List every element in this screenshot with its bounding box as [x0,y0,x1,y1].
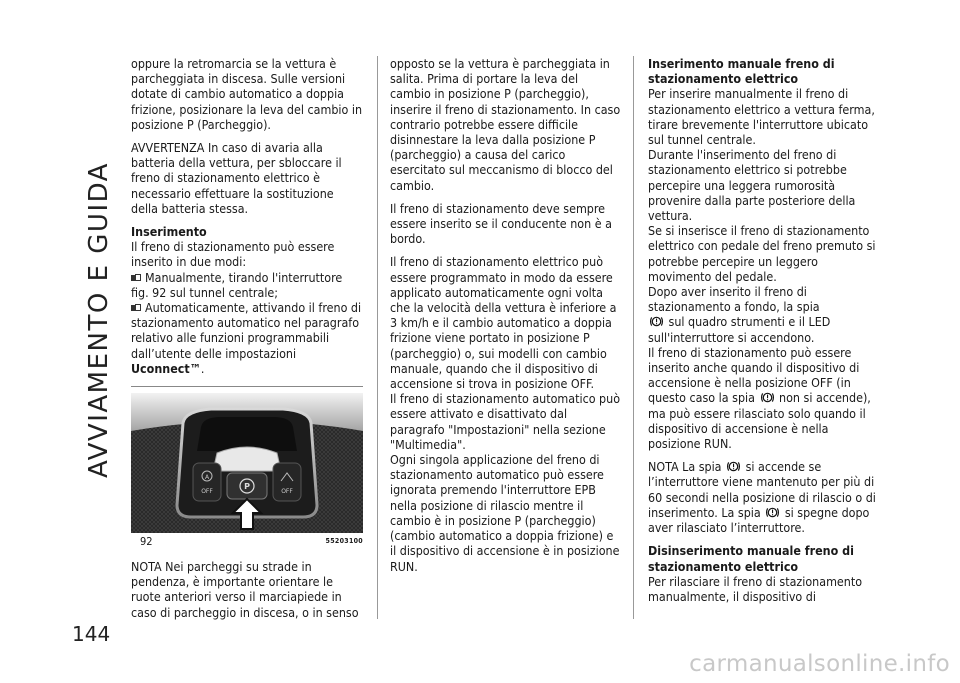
button-label: OFF [281,488,293,495]
note-paragraph: NOTA La spia si accende se l’interruttore viene mantenuto per più di 60 secondi nella posizione di rilascio o di inserimento. La spia si spegne dopo aver rilasciato l’interruttore. [648,459,876,536]
paragraph: Durante l'inserimento del freno di stazionamento elettrico si potrebbe percepire una leggera rumorosità provenire dalla parte posteriore della vettura. [648,147,856,224]
paragraph: Per inserire manualmente il freno di stazionamento elettrico a vettura ferma, tirare brevemente l'interruttore ubicato sul tunnel centrale. [648,86,875,148]
column-1 [131,56,363,376]
brake-warning-icon [726,460,741,473]
heading-inserimento: Inserimento [131,224,207,240]
column-divider [633,56,634,619]
figure-code: 55203100 [325,537,363,545]
bullet-item [131,270,363,300]
paragraph: Il freno di stazionamento deve sempre essere inserito se il conducente non è a bordo. [390,200,612,247]
bullet-icon [131,304,142,312]
brake-warning-icon [760,391,775,404]
section-title [78,40,120,600]
warning-paragraph: AVVERTENZA In caso di avaria alla batteria della vettura, per sbloccare il freno di stazionamento elettrico è necessario effettuare la sostituzione della batteria stessa. [131,140,342,216]
figure-note [131,559,363,620]
svg-text:P: P [244,482,250,491]
figure-number: 92 [140,535,153,548]
paragraph: Il freno di stazionamento automatico può essere attivato e disattivato dal paragrafo "Impostazioni" nella sezione "Multimedia". [390,391,621,452]
bullet-icon [131,274,142,282]
figure-caption [131,535,363,549]
column-3 [648,56,880,604]
parking-brake-switch-illustration [131,393,363,533]
svg-text:A: A [204,474,210,481]
heading-inserimento-manuale: Inserimento manuale freno di stazionamento elettrico [648,56,835,87]
figure-92 [131,386,363,549]
bullet-item: Automaticamente, attivando il freno di stazionamento automatico nel paragrafo relativo alle funzioni programmabili dall’utente delle impostazioni Uconnect™. [131,300,362,376]
bullet-text: Automaticamente, attivando il freno di stazionamento automatico nel paragrafo relativo alle funzioni programmabili dall’utente delle impostazioni [131,300,362,361]
paragraph: Se si inserisce il freno di stazionamento elettrico con pedale del freno premuto si potrebbe percepire un leggero movimento del pedale. [648,223,876,284]
paragraph: opposto se la vettura è parcheggiata in salita. Prima di portare la leva del cambio in posizione P (parcheggio), inserire il freno di stazionamento. In caso contrario potrebbe essere difficile disinnestare la leva dalla posizione P (parcheggio) a causa del carico esercitato sul meccanismo di blocco del cambio. [390,56,621,193]
uconnect-label: Uconnect™ [131,360,201,376]
paragraph: Il freno di stazionamento può essere inserito in due modi: [131,239,335,270]
watermark: carmanualsonline.info [689,651,950,677]
column-divider [377,56,378,619]
paragraph: Ogni singola applicazione del freno di stazionamento automatico può essere ignorata premendo l'interruttore EPB nella posizione di rilascio mentre il cambio è in posizione P (parcheggio) (cambio automatico a doppia frizione) e il dispositivo di accensione è in posizione RUN. [390,452,620,574]
figure-rule [131,386,363,387]
paragraph: Il freno di stazionamento elettrico può essere programmato in modo da essere applicato automaticamente ogni volta che la velocità della vettura è inferiore a 3 km/h e il cambio automatico a doppia frizione viene portato in posizione P (parcheggio) o, sui modelli con cambio manuale, quando che il dispositivo di accensione si trova in posizione OFF. [390,254,617,392]
heading-disinserimento-manuale: Disinserimento manuale freno di stazionamento elettrico [648,543,854,574]
brake-warning-icon [765,506,780,519]
paragraph: Per rilasciare il freno di stazionamento manualmente, il dispositivo di [648,573,863,604]
paragraph: Il freno di stazionamento può essere inserito anche quando il dispositivo di accensione è nella posizione OFF (in questo caso la spia non si accende), ma può essere rilasciato solo quando il dispositivo di accensione è nella posizione RUN. [648,344,871,452]
paragraph: Dopo aver inserito il freno di stazionamento a fondo, la spia sul quadro strumenti e il LED sull'interruttore si accendono. [648,284,831,345]
paragraph: oppure la retromarcia se la vettura è parcheggiata in discesa. Sulle versioni dotate di cambio automatico a doppia frizione, posizionare la leva del cambio in posizione P (Parcheggio). [131,56,363,132]
section-title-text: AVVIAMENTO E GUIDA [84,162,114,478]
note-paragraph: NOTA Nei parcheggi su strade in pendenza, è importante orientare le ruote anteriori verso il marciapiede in caso di parcheggio in discesa, o in senso [131,559,359,620]
brake-warning-icon [649,315,664,328]
button-label: OFF [201,488,213,495]
page-number: 144 [72,622,111,646]
bullet-text: Manualmente, tirando l'interruttore fig. 92 sul tunnel centrale; [131,269,343,300]
column-2 [390,56,622,574]
